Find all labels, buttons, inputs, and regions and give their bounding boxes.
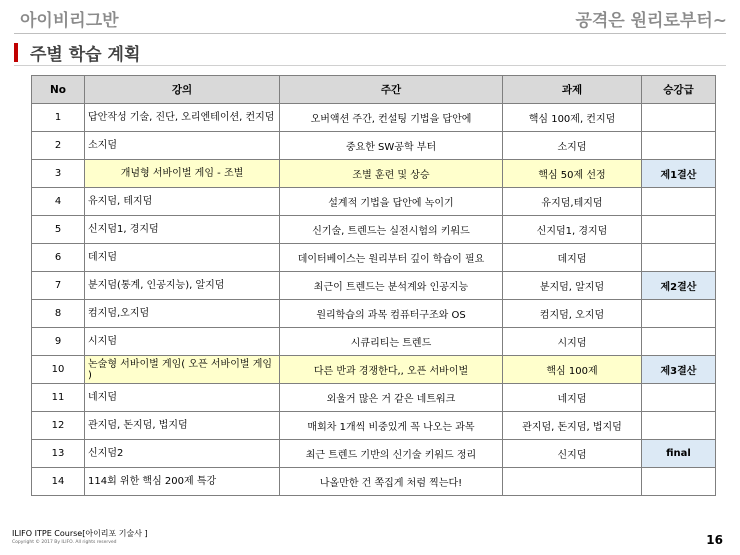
- table-row: [32, 188, 716, 216]
- table-row: [32, 384, 716, 412]
- week-number-cell: 14: [32, 468, 85, 496]
- lecture-cell: 관지덤, 돈지덤, 법지덤: [85, 412, 280, 440]
- title-divider: [14, 65, 726, 66]
- weekly-plan-table: [31, 75, 716, 496]
- week-number-cell: 6: [32, 244, 85, 272]
- weekly-focus-cell: 나올만한 건 쪽집게 처럼 찍는다!: [280, 468, 503, 496]
- promotion-cell: 제1결산: [642, 160, 716, 188]
- column-header-task: 과제: [503, 76, 642, 104]
- assignment-cell: 유지덤,테지덤: [503, 188, 642, 216]
- lecture-cell: 데지덤: [85, 244, 280, 272]
- week-number-cell: 10: [32, 356, 85, 384]
- table-row: [32, 328, 716, 356]
- table-row: [32, 412, 716, 440]
- promotion-cell: [642, 104, 716, 132]
- weekly-focus-cell: 데이터베이스는 원리부터 깊이 학습이 필요: [280, 244, 503, 272]
- lecture-cell: 신지덤1, 경지덤: [85, 216, 280, 244]
- assignment-cell: 데지덤: [503, 244, 642, 272]
- assignment-cell: 시지덤: [503, 328, 642, 356]
- weekly-focus-cell: 최근이 트렌드는 분석계와 인공지능: [280, 272, 503, 300]
- weekly-focus-cell: 신기술, 트렌드는 실전시험의 키워드: [280, 216, 503, 244]
- weekly-focus-cell: 조별 훈련 및 상승: [280, 160, 503, 188]
- table-row: [32, 104, 716, 132]
- lecture-cell: 개념형 서바이벌 게임 - 조별: [85, 160, 280, 188]
- assignment-cell: 핵심 100제: [503, 356, 642, 384]
- lecture-cell: 컴지덤,오지덤: [85, 300, 280, 328]
- table-row: [32, 216, 716, 244]
- lecture-cell: 114회 위한 핵심 200제 특강: [85, 468, 280, 496]
- column-header-no: No: [32, 76, 85, 104]
- assignment-cell: 컴지덤, 오지덤: [503, 300, 642, 328]
- promotion-cell: 제3결산: [642, 356, 716, 384]
- lecture-cell: 시지덤: [85, 328, 280, 356]
- table-row: [32, 244, 716, 272]
- lecture-cell: 네지덤: [85, 384, 280, 412]
- week-number-cell: 11: [32, 384, 85, 412]
- weekly-focus-cell: 중요한 SW공학 부터: [280, 132, 503, 160]
- table-header-row: [32, 76, 716, 104]
- lecture-cell: 소지덤: [85, 132, 280, 160]
- assignment-cell: 분지덤, 알지덤: [503, 272, 642, 300]
- week-number-cell: 13: [32, 440, 85, 468]
- weekly-focus-cell: 시큐리티는 트렌드: [280, 328, 503, 356]
- promotion-cell: [642, 384, 716, 412]
- class-name: 아이비리그반: [20, 11, 119, 31]
- promotion-cell: [642, 188, 716, 216]
- table-row: [32, 160, 716, 188]
- week-number-cell: 9: [32, 328, 85, 356]
- week-number-cell: 3: [32, 160, 85, 188]
- promotion-cell: 제2결산: [642, 272, 716, 300]
- lecture-cell: 답안작성 기술, 진단, 오리엔테이션, 컨지덤: [85, 104, 280, 132]
- lecture-cell: 논술형 서바이벌 게임( 오픈 서바이벌 게임 ): [85, 356, 280, 384]
- lecture-cell: 신지덤2: [85, 440, 280, 468]
- promotion-cell: [642, 244, 716, 272]
- promotion-cell: [642, 216, 716, 244]
- week-number-cell: 7: [32, 272, 85, 300]
- promotion-cell: [642, 468, 716, 496]
- week-number-cell: 2: [32, 132, 85, 160]
- weekly-focus-cell: 설계적 기법을 답안에 녹이기: [280, 188, 503, 216]
- assignment-cell: 신지덤1, 경지덤: [503, 216, 642, 244]
- week-number-cell: 8: [32, 300, 85, 328]
- page-number: 16: [706, 533, 723, 547]
- header-divider: [14, 33, 726, 34]
- table-row: [32, 440, 716, 468]
- weekly-focus-cell: 매회차 1개씩 비중있게 꼭 나오는 과목: [280, 412, 503, 440]
- week-number-cell: 12: [32, 412, 85, 440]
- column-header-main: 주간: [280, 76, 503, 104]
- promotion-cell: [642, 300, 716, 328]
- week-number-cell: 1: [32, 104, 85, 132]
- table-row: [32, 356, 716, 384]
- assignment-cell: 관지덤, 돈지덤, 법지덤: [503, 412, 642, 440]
- table-row: [32, 300, 716, 328]
- slogan: 공격은 원리로부터~: [575, 11, 727, 31]
- weekly-focus-cell: 다른 반과 경쟁한다,, 오픈 서바이벌: [280, 356, 503, 384]
- promotion-cell: [642, 328, 716, 356]
- assignment-cell: 핵심 100제, 컨지덤: [503, 104, 642, 132]
- table-row: [32, 132, 716, 160]
- table-row: [32, 468, 716, 496]
- lecture-cell: 유지덤, 테지덤: [85, 188, 280, 216]
- weekly-focus-cell: 원리학습의 과목 컴퓨터구조와 OS: [280, 300, 503, 328]
- weekly-focus-cell: 외울거 많은 거 같은 네트워크: [280, 384, 503, 412]
- title-accent-bar: [14, 43, 18, 62]
- week-number-cell: 5: [32, 216, 85, 244]
- promotion-cell: [642, 132, 716, 160]
- assignment-cell: [503, 468, 642, 496]
- week-number-cell: 4: [32, 188, 85, 216]
- page-title: 주별 학습 계획: [30, 45, 141, 65]
- assignment-cell: 네지덤: [503, 384, 642, 412]
- lecture-cell: 분지덤(통계, 인공지능), 알지덤: [85, 272, 280, 300]
- assignment-cell: 신지덤: [503, 440, 642, 468]
- assignment-cell: 소지덤: [503, 132, 642, 160]
- column-header-lecture: 강의: [85, 76, 280, 104]
- footer-copyright: Copyright © 2017 By ILIFO. All rights reserved: [12, 540, 117, 545]
- promotion-cell: [642, 412, 716, 440]
- column-header-promo: 승강급: [642, 76, 716, 104]
- table-row: [32, 272, 716, 300]
- slide-header: [0, 0, 740, 32]
- promotion-cell: final: [642, 440, 716, 468]
- weekly-focus-cell: 오버액션 주간, 컨설팅 기법을 답안에: [280, 104, 503, 132]
- assignment-cell: 핵심 50제 선정: [503, 160, 642, 188]
- weekly-focus-cell: 최근 트렌드 기반의 신기술 키워드 정리: [280, 440, 503, 468]
- footer-course: ILIFO ITPE Course[아이리포 기술사 ]: [12, 529, 148, 538]
